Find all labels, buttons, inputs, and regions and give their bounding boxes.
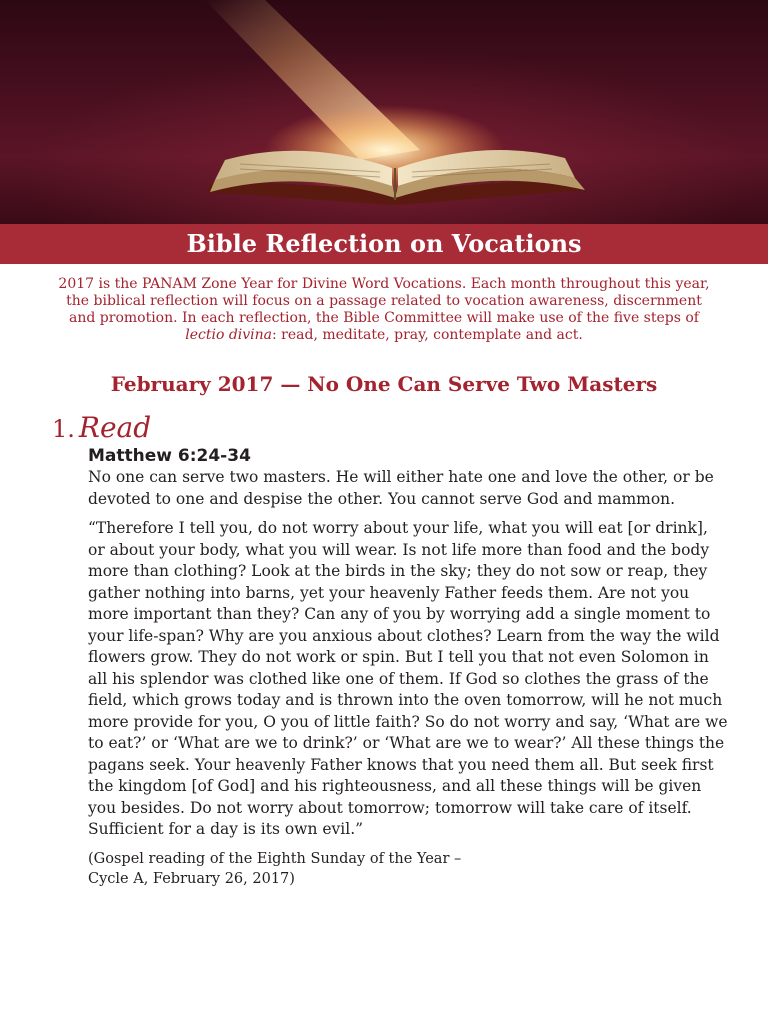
banner-title: Bible Reflection on Vocations [0,224,768,264]
open-bible-illustration [0,0,768,224]
citation [88,849,728,889]
intro-text [58,276,710,344]
citation-line-2: Cycle A, February 26, 2017) [88,870,295,887]
intro-text-italic: lectio divina [185,327,273,343]
step-word: Read [78,411,152,444]
hero-image [0,0,768,224]
reading-paragraph-1: No one can serve two masters. He will either hate one and love the other, or be devoted to one and despise the other. You cannot serve God and mammon. [88,468,714,508]
scripture-reference: Matthew 6:24-34 [88,446,251,466]
reading-section [88,445,728,889]
intro-text-part2: : read, meditate, pray, contemplate and act. [272,327,583,343]
step-number: 1. [52,415,75,443]
citation-line-1: (Gospel reading of the Eighth Sunday of the Year – [88,850,462,867]
intro-text-part1: 2017 is the PANAM Zone Year for Divine Word Vocations. Each month throughout this year, the biblical reflection will focus on a passage related to vocation awareness, discernment and promotion. In each reflection, the Bible Committee will make use of the five steps of [58,276,710,326]
month-title: February 2017 — No One Can Serve Two Masters [110,372,658,396]
step-heading [52,410,151,446]
reading-paragraph-2: “Therefore I tell you, do not worry about your life, what you will eat [or drink], or about your body, what you will wear. Is not life more than food and the body more than clothing? Look at the birds in the sky; they do not sow or reap, they gather nothing into barns, yet your heavenly Father feeds them. Are not you more important than they? Can any of you by worrying add a single moment to your life-span? Why are you anxious about clothes? Learn from the way the wild flowers grow. They do not work or spin. But I tell you that not even Solomon in all his splendor was clothed like one of them. If God so clothes the grass of the field, which grows today and is thrown into the oven tomorrow, will he not much more provide for you, O you of little faith? So do not worry and say, ‘What are we to eat?’ or ‘What are we to drink?’ or ‘What are we to wear?’ All these things the pagans seek. Your heavenly Father knows that you need them all. But seek first the kingdom [of God] and his righteousness, and all these things will be given you besides. Do not worry about tomorrow; tomorrow will take care of itself. Sufficient for a day is its own evil.” [88,519,728,838]
